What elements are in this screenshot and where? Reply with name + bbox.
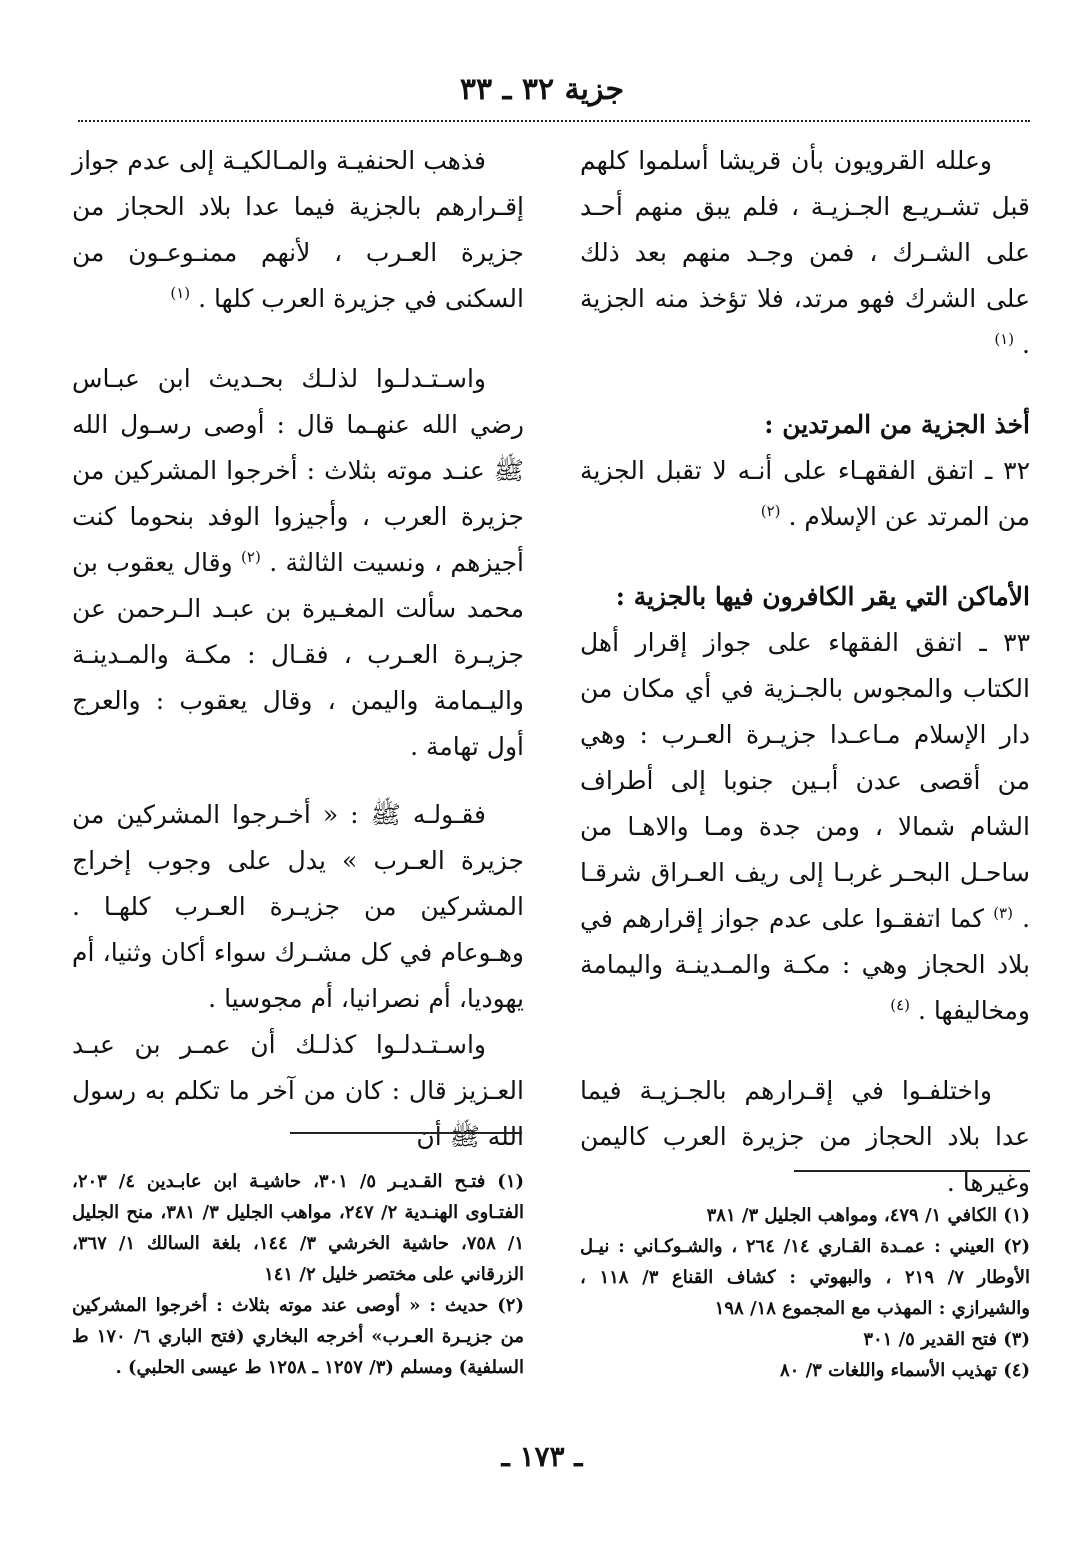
paragraph: فقـولـه ﷺ : « أخـرجوا المشركين من جزيرة العـرب » يدل على وجوب إخراج المشركين من جزيـرة العـرب كلهـا . وهـوعام في كل مشـرك سواء أكان وثنيا، أم يهوديا، أم نصرانيا، أم مجوسيا . [72, 800, 524, 1013]
header-divider [78, 120, 1030, 122]
paragraph-text: كما اتفقـوا على عدم جواز إقرارهم في بلاد الحجاز وهي : مكـة والمـدينـة واليمامة ومخاليفها . [580, 904, 1030, 1025]
footnote-ref: (٤) [890, 996, 910, 1014]
paragraph-text: ٣٣ ـ اتفق الفقهاء على جواز إقرار أهل الكتاب والمجوس بالجـزية في أي مكان من دار الإسلام مـاعـدا جزيـرة العـرب : وهي من أقصى عدن أبـين جنوبا إلى أطراف الشام شمالا ، ومن جدة ومـا والاهـا من ساحـل البحـر غربـا إلى ريف العـراق شرقـا . [580, 628, 1031, 933]
paragraph: واختلفـوا في إقـرارهم بالجـزيـة فيما عدا بلاد الحجاز من جزيرة العرب كاليمن وغيرها . [580, 1076, 1030, 1197]
footnote-ref: (٢) [760, 502, 781, 520]
left-column [72, 138, 524, 1160]
page-number: ـ ١٧٣ ـ [501, 1440, 583, 1473]
footnote: (٢) حديث : « أوصى عند موته بثلاث : أخرجوا المشركين من جزيـرة العـرب» أخرجه البخاري (فتح الباري ٦/ ١٧٠ ط السلفية) ومسلم (٣/ ١٢٥٧ ـ ١٢٥٨ ط عيسى الحلبي) . [72, 1295, 525, 1378]
paragraph-text: فذهب الحنفيـة والمـالكيـة إلى عدم جواز إقـرارهم بالجزية فيما عدا بلاد الحجاز من جزيرة العـرب ، لأنهم ممنـوعـون من السكنى في جزيرة العرب كلها . [72, 146, 524, 313]
paragraph-text: وقال يعقوب بن محمد سألت المغـيرة بن عبـد الـرحمن عن جزيـرة العـرب ، فقـال : مكـة والمـدينـة واليـمامة واليمن ، وقال يعقوب : والعرج أول تهامة . [72, 548, 524, 761]
paragraph [580, 138, 1030, 368]
paragraph [72, 356, 524, 770]
footnote-ref: (٣) [993, 904, 1013, 922]
spacer [72, 770, 524, 792]
section-heading: أخذ الجزية من المرتدين : [764, 410, 1030, 439]
running-header: جزية ٣٢ ـ ٣٣ [459, 72, 625, 107]
footnotes-left [72, 1166, 524, 1383]
spacer [580, 368, 1030, 402]
footnotes-right [580, 1200, 1030, 1386]
paragraph-text: وعلله القرويون بأن قريشا أسلموا كلهم قبل تشـريـع الجـزيـة ، فلم يبق منهم أحـد على الشـرك ، فمن وجـد منهم بعد ذلك على الشرك فهو مرتد، فلا تؤخذ منه الجزية . [580, 146, 1030, 359]
paragraph [580, 448, 1030, 540]
footnote-divider [794, 1170, 1030, 1172]
section-heading: الأماكن التي يقر الكافرون فيها بالجزية : [615, 582, 1030, 611]
spacer [580, 540, 1030, 574]
footnote-ref: (٢) [241, 548, 261, 566]
footnote-divider [290, 1132, 522, 1134]
paragraph: واسـتـدلـوا كذلـك أن عمـر بن عبـد العـزيز قال : كان من آخر ما تكلم به رسول الله ﷺ أن [72, 1030, 524, 1151]
footnote-ref: (١) [994, 330, 1015, 348]
footnote: (٤) تهذيب الأسماء واللغات ٣/ ٨٠ [779, 1360, 1030, 1381]
spacer [580, 1034, 1030, 1068]
paragraph [580, 620, 1030, 1034]
footnote: (١) الكافي ١/ ٤٧٩، ومواهب الجليل ٣/ ٣٨١ [706, 1205, 1030, 1226]
right-column [580, 138, 1030, 1206]
spacer [72, 322, 524, 356]
footnote: (٣) فتح القدير ٥/ ٣٠١ [863, 1329, 1030, 1350]
paragraph [72, 138, 524, 322]
footnote: (٢) العيني : عمـدة القـاري ١٤/ ٢٦٤ ، والشـوكـاني : نيـل الأوطار ٧/ ٢١٩ ، والبهوتي : كشاف القناع ٣/ ١١٨ ، والشيرازي : المهذب مع المجموع ١٨/ ١٩٨ [580, 1236, 1031, 1319]
paragraph-text: واسـتـدلـوا لذلـك بحـديث ابن عبـاس رضي الله عنهـما قال : أوصى رسـول الله ﷺ عنـد موته بثلاث : أخرجوا المشركين من جزيرة العرب ، وأجيزوا الوفد بنحوما كنت أجيزهم ، ونسيت الثالثة . [72, 364, 524, 577]
footnote: (١) فتـح القـديـر ٥/ ٣٠١، حاشيـة ابن عابـدين ٤/ ٢٠٣، الفتـاوى الهنـدية ٢/ ٢٤٧، مواهب الجليل ٣/ ٣٨١، منح الجليل ١/ ٧٥٨، حاشية الخرشي ٣/ ١٤٤، بلغة السالك ١/ ٣٦٧، الزرقاني على مختصر خليل ٢/ ١٤١ [72, 1171, 525, 1285]
footnote-ref: (١) [170, 284, 191, 302]
paragraph-text: ٣٢ ـ اتفق الفقهـاء على أنـه لا تقبل الجزية من المرتد عن الإسلام . [580, 456, 1030, 531]
